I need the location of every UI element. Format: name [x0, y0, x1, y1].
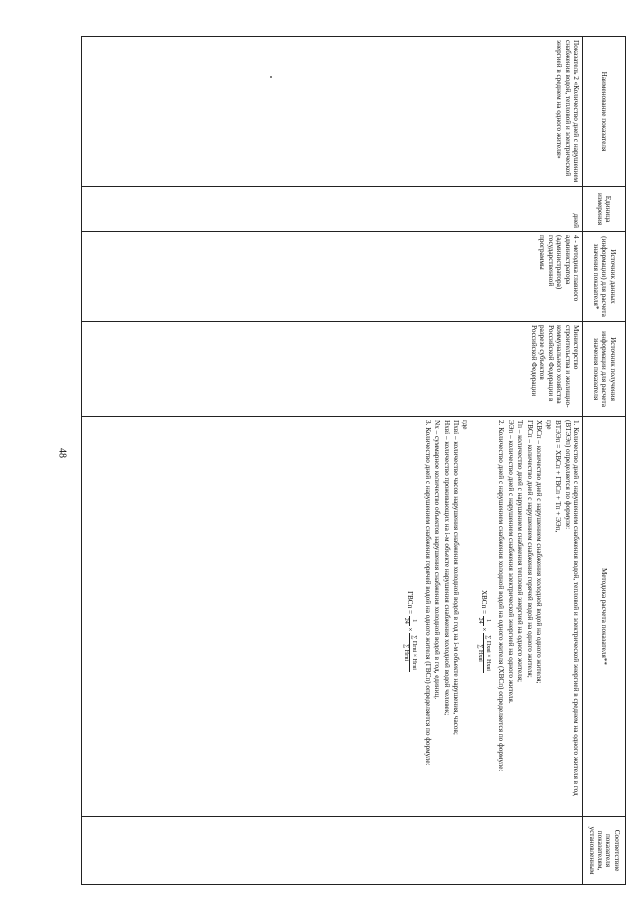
method-def-4: ЭЭп – количество дней с нарушением снабжения электрической энергией на одного жителя.	[506, 420, 515, 704]
formula-2-coef-num: 1	[483, 616, 491, 626]
header-compliance: Соответствие показателя показателям, установленным	[583, 817, 626, 885]
header-data-source: Источник данных (информации) для расчета значения показателя*	[583, 232, 626, 322]
method-def-7: Nx – суммарное количество объектов нарушения снабжения холодной водой в год, единиц.	[433, 420, 442, 700]
cell-compliance	[82, 817, 583, 885]
formula-2-num: ∑ Пхвi × Нхвi	[483, 633, 491, 673]
method-formula-1: ВТЭЭп = ХВСп + ГВСп + Тп + ЭЭп,	[554, 420, 563, 533]
method-def-5: Пхвi – количество часов нарушения снабжения холодной водой в год на i-м объекте нарушения, часов;	[452, 420, 460, 735]
method-def-2: ГВСп – количество дней с нарушением снабжения горячей водой на одного жителя;	[525, 420, 534, 678]
page-number: 48	[56, 448, 68, 458]
formula-2-coef	[475, 616, 490, 626]
method-where-2: где	[461, 420, 470, 430]
formula-3-lhs: ГВСп =	[405, 591, 414, 614]
formula-3-ratio	[402, 633, 417, 672]
rotated-page-area	[90, 36, 626, 884]
cell-info-source: Министерство строительства и жилищно-коммунального хозяйства Российской Федерации в разрезе субъектов Российской Федерации	[82, 322, 583, 417]
formula-cold-water: ХВСп = 1 24 × ∑ Пхвi × Нхвi ∑ Нхвi	[476, 590, 491, 671]
table-header-row	[583, 37, 626, 885]
cell-name: Показатель 2 «Количество дней с нарушением снабжения водой, тепловой и электрической энергией в среднем на одного жителя»	[82, 37, 583, 187]
table-row	[82, 37, 583, 885]
indicator-table-wrapper	[90, 36, 626, 884]
formula-3-num: ∑ Пгвi × Нгвi	[409, 633, 417, 672]
indicator-table	[81, 36, 626, 885]
scan-speck	[270, 76, 272, 78]
header-info-source: Источник получения информации для расчета значения показателя	[583, 322, 626, 417]
formula-2-ratio	[475, 633, 490, 673]
method-where-1: где	[544, 420, 553, 430]
header-name: Наименование показателя	[583, 37, 626, 187]
formula-3-coef	[402, 616, 417, 626]
method-item-2: 2. Количество дней с нарушением снабжения холодной водой на одного жителя (ХВСп) определяется по формуле:	[497, 420, 506, 772]
method-item-1: 1. Количество дней с нарушением снабжения водой, тепловой и электрической энергией в среднем на одного жителя в год (ВТЭЭп) определяется по формуле:	[563, 420, 580, 796]
formula-hot-water: ГВСп = 1 24 × ∑ Пгвi × Нгвi ∑ Нгвi	[402, 591, 418, 670]
method-def-6: Нхвi – количество проживающих на i-м объекте нарушения снабжения холодной водой человек;	[442, 420, 451, 716]
formula-3-den: ∑ Нгвi	[402, 643, 409, 662]
header-method: Методика расчета показателя**	[583, 417, 626, 817]
method-def-3: Тп – количество дней с нарушением снабжения тепловой энергией на одного жителя;	[516, 420, 525, 683]
method-def-1: ХВСп – количество дней с нарушением снабжения холодной водой на одного жителя;	[535, 420, 544, 684]
header-unit: Единица измерения	[583, 187, 626, 232]
method-item-3: 3. Количество дней с нарушением снабжения горячей водой на одного жителя (ГВСп) определяется по формуле:	[423, 420, 432, 766]
cell-method	[82, 417, 583, 817]
formula-3-coef-den: 24	[402, 617, 409, 624]
formula-3-coef-num: 1	[409, 616, 417, 626]
formula-2-den: ∑ Нхвi	[476, 644, 483, 662]
formula-2-coef-den: 24	[476, 617, 483, 624]
formula-2-lhs: ХВСп =	[479, 590, 488, 614]
cell-unit: дней	[82, 187, 583, 232]
cell-data-source: 4 - методика главного администратора (администратора) государственной программы	[82, 232, 583, 322]
